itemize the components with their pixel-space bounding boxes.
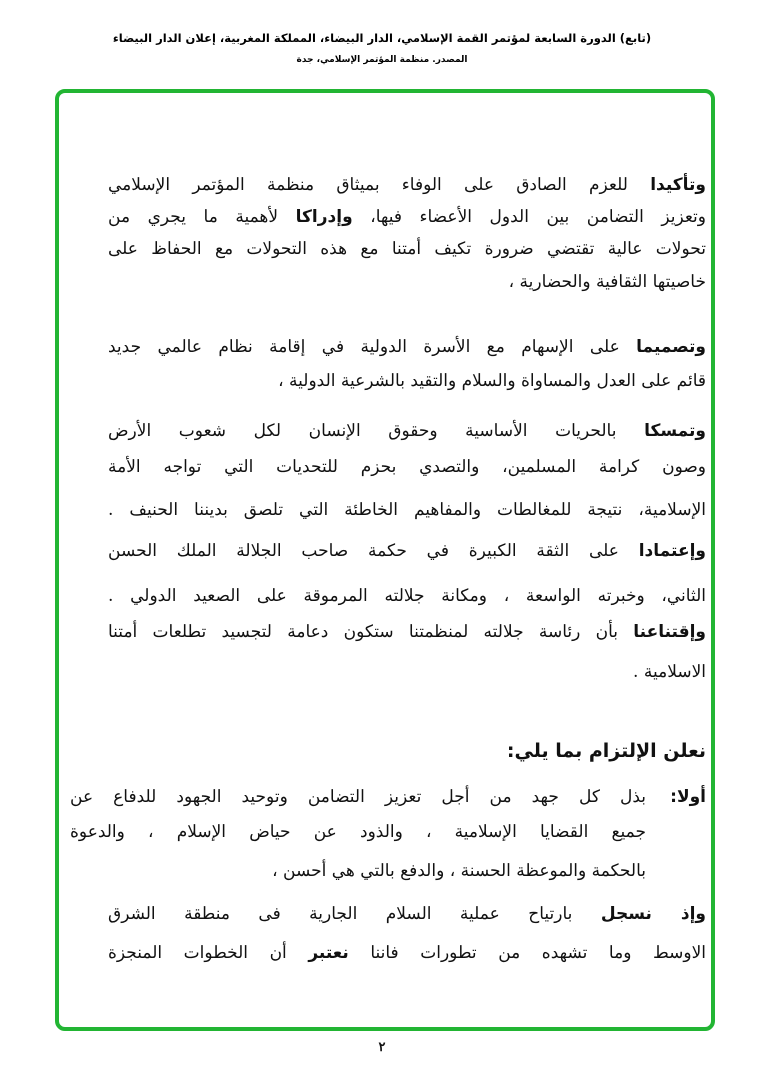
text-line: [108, 336, 706, 358]
item-label-first: أولا:: [670, 787, 706, 807]
bold-lead-word: وإعتمادا: [638, 541, 706, 561]
text-segment: قائم على العدل والمساواة والسلام والتقيد بالشرعية الدولية ،: [278, 371, 706, 391]
text-segment: الاوسط وما تشهده من تطورات فاننا: [348, 943, 706, 963]
text-segment: بأن رئاسة جلالته لمنظمتنا ستكون دعامة لتجسيد تطلعات أمتنا: [108, 622, 634, 642]
text-segment: للعزم الصادق على الوفاء بميثاق منظمة المؤتمر الإسلامي: [108, 175, 651, 195]
text-line: [108, 942, 706, 964]
page-number: ٢: [378, 1040, 386, 1055]
text-segment: خاصيتها الثقافية والحضارية ،: [508, 272, 706, 292]
bold-lead-word: وتصميما: [636, 337, 706, 357]
text-segment: بالحريات الأساسية وحقوق الإنسان لكل شعوب الأرض: [108, 421, 645, 441]
text-line: [108, 499, 706, 521]
bold-lead-word: وإقتناعنا: [633, 622, 706, 642]
bold-lead-word: نعتبر: [308, 943, 349, 963]
text-segment: الثاني، وخبرته الواسعة ، ومكانة جلالته المرموقة على الصعيد الدولي .: [108, 586, 706, 606]
bold-lead-word: وتأكيدا: [650, 175, 706, 195]
text-segment: وصون كرامة المسلمين، والتصدي بحزم للتحديات التي تواجه الأمة: [108, 457, 706, 477]
text-line: [108, 903, 706, 925]
text-segment: الإسلامية، نتيجة للمغالطات والمفاهيم الخاطئة التي تلصق بديننا الحنيف .: [108, 500, 706, 520]
section-heading: نعلن الإلتزام بما يلي:: [506, 740, 706, 762]
bold-lead-word: وإدراكا: [295, 207, 353, 227]
text-line: [108, 540, 706, 562]
text-line: [108, 585, 706, 607]
text-line: [108, 174, 706, 196]
text-line: [70, 821, 646, 843]
text-segment: الاسلامية .: [633, 662, 706, 682]
text-line: [108, 420, 706, 442]
text-segment: تحولات عالية تقتضي ضرورة تكيف أمتنا مع هذه التحولات مع الحفاظ على: [108, 239, 706, 259]
text-segment: على الثقة الكبيرة في حكمة صاحب الجلالة الملك الحسن: [108, 541, 639, 561]
text-segment: على الإسهام مع الأسرة الدولية في إقامة نظام عالمي جديد: [108, 337, 637, 357]
text-segment: لأهمية ما يجري من: [108, 207, 296, 227]
text-segment: أن الخطوات المنجزة: [108, 943, 309, 963]
text-segment: وتعزيز التضامن بين الدول الأعضاء فيها،: [352, 207, 706, 227]
text-line: [108, 206, 706, 228]
text-segment: جميع القضايا الإسلامية ، والذود عن حياض الإسلام ، والدعوة: [70, 822, 646, 842]
text-line: [70, 786, 646, 808]
text-line: [108, 621, 706, 643]
document-source: المصدر. منظمة المؤتمر الإسلامي، جدة: [296, 55, 468, 65]
text-line: [108, 456, 706, 478]
bold-lead-word: وإذ نسجل: [600, 904, 707, 924]
text-line: [70, 860, 646, 882]
text-line: [108, 370, 706, 392]
document-header-title: (تابع) الدورة السابعة لمؤتمر القمة الإسلامي، الدار البيضاء، المملكة المغربية، إعلان الدار البيضاء: [112, 31, 652, 45]
text-line: [108, 271, 706, 293]
text-line: [108, 238, 706, 260]
text-segment: بالحكمة والموعظة الحسنة ، والدفع بالتي هي أحسن ،: [272, 861, 646, 881]
text-segment: بارتياح عملية السلام الجارية فى منطقة الشرق: [108, 904, 601, 924]
bold-lead-word: وتمسكا: [644, 421, 706, 441]
text-line: [108, 661, 706, 683]
text-segment: بذل كل جهد من أجل تعزيز التضامن وتوحيد الجهود للدفاع عن: [70, 787, 646, 807]
